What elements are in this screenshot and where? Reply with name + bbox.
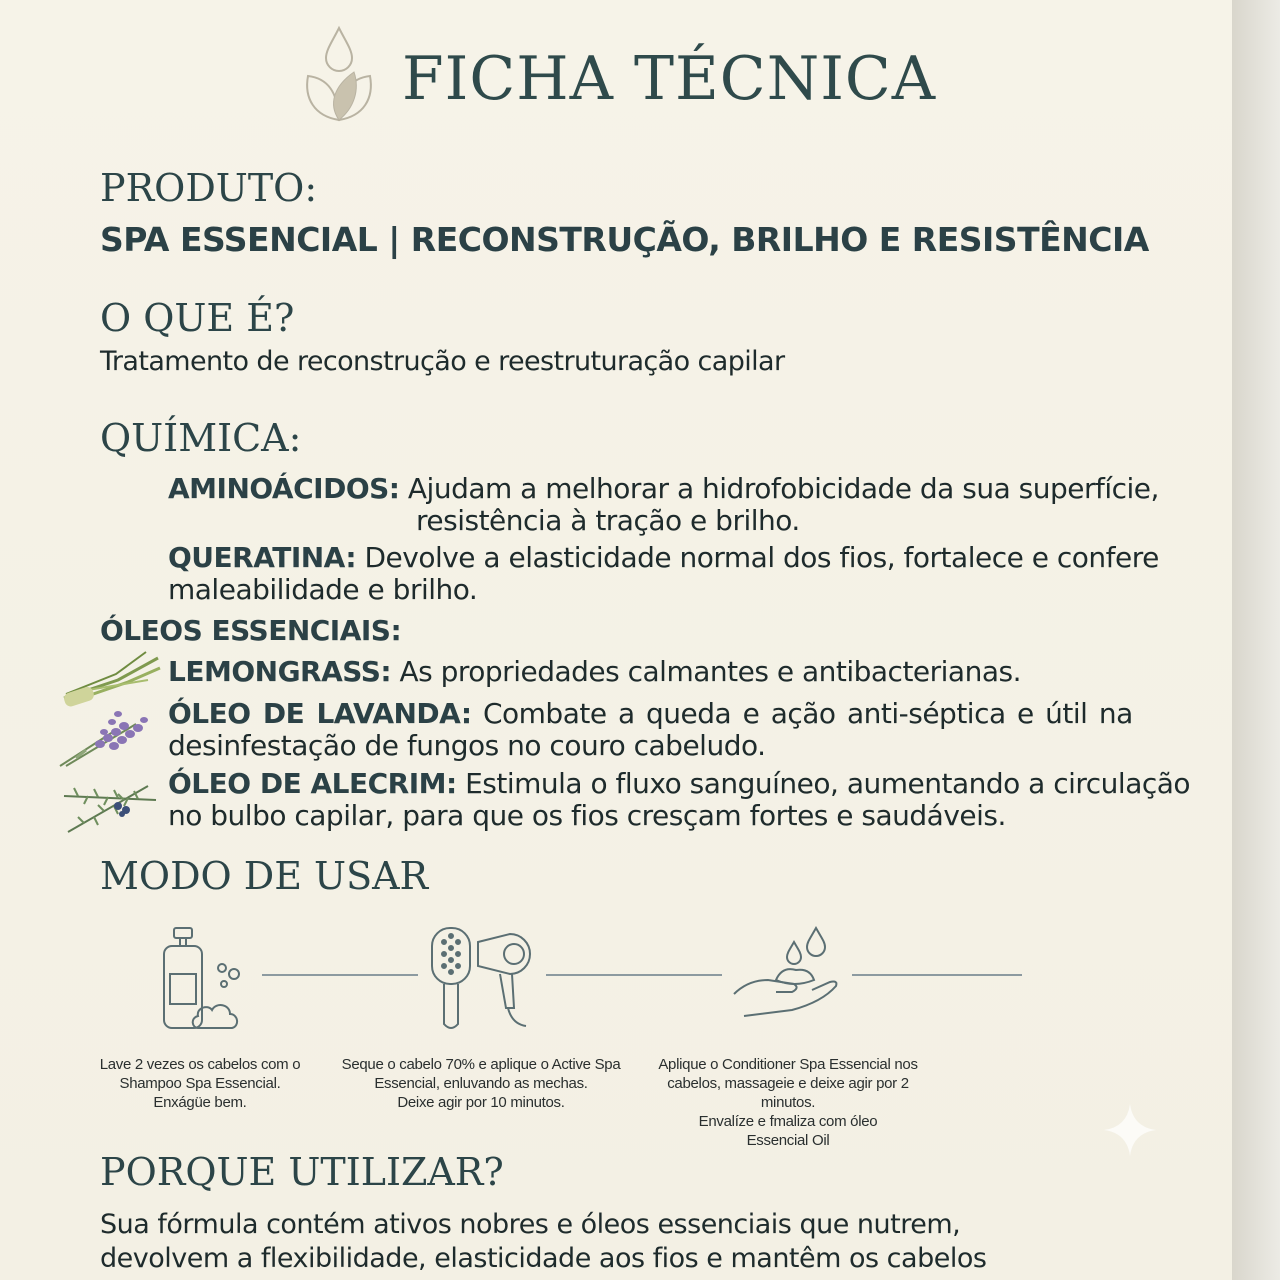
lavanda-label: ÓLEO DE LAVANDA:	[168, 697, 472, 730]
modo-de-usar-heading: MODO DE USAR	[100, 854, 429, 898]
lavanda-line2: desinfestação de fungos no couro cabeludo.	[168, 729, 766, 762]
o-que-e-heading: O QUE É?	[100, 296, 295, 340]
aminoacidos-line1	[168, 472, 1159, 505]
alecrim-label: ÓLEO DE ALECRIM:	[168, 767, 457, 800]
alecrim-line1	[168, 767, 1190, 800]
queratina-text: Devolve a elasticidade normal dos fios, fortalece e confere	[356, 541, 1159, 574]
page-title: FICHA TÉCNICA	[402, 44, 937, 114]
lavanda-line1	[168, 697, 1133, 730]
lemongrass-text: As propriedades calmantes e antibacterianas.	[391, 655, 1021, 688]
step-3-text: Aplique o Conditioner Spa Essencial nos cabelos, massageie e deixe agir por 2 minutos. Envalíze e fmaliza com óleo Essencial Oil	[658, 1056, 918, 1149]
queratina-line2: maleabilidade e brilho.	[168, 573, 478, 606]
lemongrass-line1	[168, 655, 1021, 688]
shampoo-bottle-icon	[158, 924, 252, 1032]
page-edge	[1232, 0, 1280, 1280]
step-connector-2	[546, 974, 722, 976]
drop-leaf-logo-icon	[298, 24, 380, 124]
step-2-text: Seque o cabelo 70% e aplique o Active Spa Essencial, enluvando as mechas. Deixe agir por 10 minutos.	[341, 1056, 621, 1111]
aminoacidos-text: Ajudam a melhorar a hidrofobicidade da sua superfície,	[399, 472, 1159, 505]
porque-utilizar-heading: PORQUE UTILIZAR?	[100, 1150, 504, 1194]
queratina-label: QUERATINA:	[168, 541, 357, 574]
rosemary-icon	[58, 766, 162, 840]
lavender-icon	[56, 700, 160, 772]
porque-utilizar-text: Sua fórmula contém ativos nobres e óleos essenciais que nutrem, devolvem a flexibilidade, elasticidade aos fios e mantêm os cabelos	[100, 1209, 987, 1274]
oleos-heading: ÓLEOS ESSENCIAIS:	[100, 614, 402, 647]
product-name: SPA ESSENCIAL | RECONSTRUÇÃO, BRILHO E RESISTÊNCIA	[100, 220, 1149, 259]
hand-drops-icon	[732, 924, 844, 1024]
step-connector-1	[262, 974, 418, 976]
sparkle-icon	[1100, 1100, 1160, 1160]
alecrim-text: Estimula o fluxo sanguíneo, aumentando a circulação	[456, 767, 1191, 800]
step-connector-3	[852, 974, 1022, 976]
quimica-heading: QUÍMICA:	[100, 416, 302, 460]
queratina-line1	[168, 541, 1159, 574]
aminoacidos-label: AMINOÁCIDOS:	[168, 472, 400, 505]
o-que-e-text: Tratamento de reconstrução e reestruturação capilar	[100, 346, 785, 377]
step-1-text: Lave 2 vezes os cabelos com o Shampoo Spa Essencial. Enxágüe bem.	[99, 1056, 301, 1111]
lavanda-text: Combate a queda e ação anti-séptica e útil na	[471, 697, 1133, 730]
brush-dryer-icon	[428, 924, 538, 1032]
lemongrass-label: LEMONGRASS:	[168, 655, 392, 688]
aminoacidos-line2: resistência à tração e brilho.	[416, 504, 800, 537]
alecrim-line2: no bulbo capilar, para que os fios cresçam fortes e saudáveis.	[168, 799, 1006, 832]
produto-heading: PRODUTO:	[100, 166, 318, 210]
